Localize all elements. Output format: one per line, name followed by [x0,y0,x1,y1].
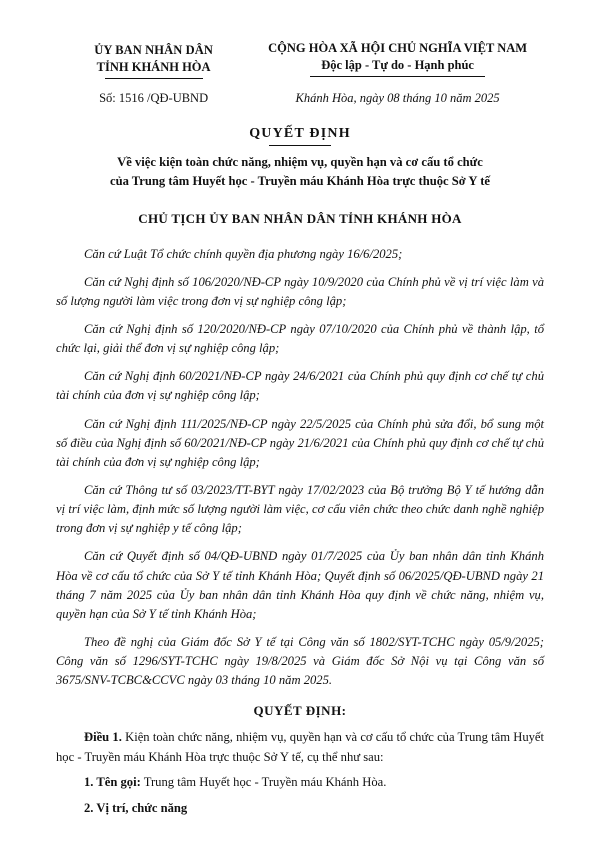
number-label: Số: [99,90,116,105]
legal-basis-5: Căn cứ Nghị định 111/2025/NĐ-CP ngày 22/5/2025 của Chính phủ sửa đổi, bổ sung một số điều của Nghị định số 60/2021/NĐ-CP ngày 21/6/2021 của Chính phủ quy định cơ chế tự chủ tài chính của đơn vị sự nghiệp công lập; [56,416,544,469]
document-body [56,245,544,819]
decision-keyword: QUYẾT ĐỊNH: [253,703,347,719]
national-motto: Độc lập - Tự do - Hạnh phúc [321,57,474,72]
item-1-label: 1. Tên gọi: [84,775,141,790]
year-label: năm [450,90,472,105]
article-1 [56,728,544,767]
issuing-authority-line1: ỦY BAN NHÂN DÂN [94,43,213,57]
country-name: CỘNG HÒA XÃ HỘI CHỦ NGHĨA VIỆT NAM [268,41,528,55]
article-1-text: Kiện toàn chức năng, nhiệm vụ, quyền hạn và cơ cấu tổ chức của Trung tâm Huyết học - Truyền máu Khánh Hòa trực thuộc Sở Y tế, cụ thể như sau: [56,730,545,764]
document-meta [56,91,544,106]
legal-basis-6: Căn cứ Thông tư số 03/2023/TT-BYT ngày 17/02/2023 của Bộ trưởng Bộ Y tế hướng dẫn vị trí việc làm, định mức số lượng người làm việc, cơ cấu viên chức theo chức danh nghề nghiệp trong đơn vị sự nghiệp y tế công lập; [56,482,544,536]
document-subtitle-line2: của Trung tâm Huyết học - Truyền máu Khánh Hòa trực thuộc Sở Y tế [110,173,490,188]
issue-day: 08 [387,90,400,105]
document-number-block [56,91,251,106]
page-title: QUYẾT ĐỊNH [249,125,351,141]
document-title-block [56,126,544,191]
legal-basis-3: Căn cứ Nghị định số 120/2020/NĐ-CP ngày 07/10/2020 của Chính phủ về thành lập, tổ chức lại, giải thể đơn vị sự nghiệp công lập; [56,321,544,356]
header-left-divider [105,78,203,79]
document-date-block [251,91,544,106]
number-value: 1516 [118,90,144,105]
legal-basis-7: Căn cứ Quyết định số 04/QĐ-UBND ngày 01/7/2025 của Ủy ban nhân dân tỉnh Khánh Hòa về cơ cấu tổ chức của Sở Y tế tỉnh Khánh Hòa; Quyết định số 06/2025/QĐ-UBND ngày 21 tháng 7 năm 2025 của Ủy ban nhân dân tỉnh Khánh Hòa quy định về chức năng, nhiệm vụ, quyền hạn của Sở Y tế tỉnh Khánh Hòa; [56,549,544,621]
title-divider [269,145,331,146]
document-header [56,40,544,79]
legal-basis-4: Căn cứ Nghị định 60/2021/NĐ-CP ngày 24/6/2021 của Chính phủ quy định cơ chế tự chủ tài chính của đơn vị sự nghiệp công lập; [56,369,544,403]
issue-year: 2025 [474,90,500,105]
item-position-function: 2. Vị trí, chức năng [84,800,188,815]
document-subtitle-line1: Về việc kiện toàn chức năng, nhiệm vụ, quyền hạn và cơ cấu tổ chức [117,154,483,169]
issue-month: 10 [434,90,447,105]
legal-basis-1: Căn cứ Luật Tổ chức chính quyền địa phương ngày 16/6/2025; [84,246,403,261]
national-heading-block [251,40,544,77]
signing-authority: CHỦ TỊCH ỦY BAN NHÂN DÂN TỈNH KHÁNH HÒA [138,210,462,226]
number-suffix: /QĐ-UBND [147,90,209,105]
issue-place: Khánh Hòa, ngày [295,90,385,105]
proposal-paragraph: Theo đề nghị của Giám đốc Sở Y tế tại Công văn số 1802/SYT-TCHC ngày 05/9/2025; Công văn số 1296/SYT-TCHC ngày 19/8/2025 và Giám đốc Sở Nội vụ tại Công văn số 3675/SNV-TCBC&CCVC ngày 03 tháng 10 năm 2025. [56,634,544,688]
item-1-text: Trung tâm Huyết học - Truyền máu Khánh Hòa. [140,775,387,790]
issuing-authority-line2: TỈNH KHÁNH HÒA [96,59,211,74]
header-right-divider [310,76,485,77]
article-1-label: Điều 1. [84,730,122,745]
month-label: tháng [402,90,432,105]
issuing-authority-block [56,40,251,79]
item-name [56,773,544,793]
legal-basis-2: Căn cứ Nghị định số 106/2020/NĐ-CP ngày 10/9/2020 của Chính phủ về vị trí việc làm và số lượng người làm việc trong đơn vị sự nghiệp công lập; [56,274,544,308]
